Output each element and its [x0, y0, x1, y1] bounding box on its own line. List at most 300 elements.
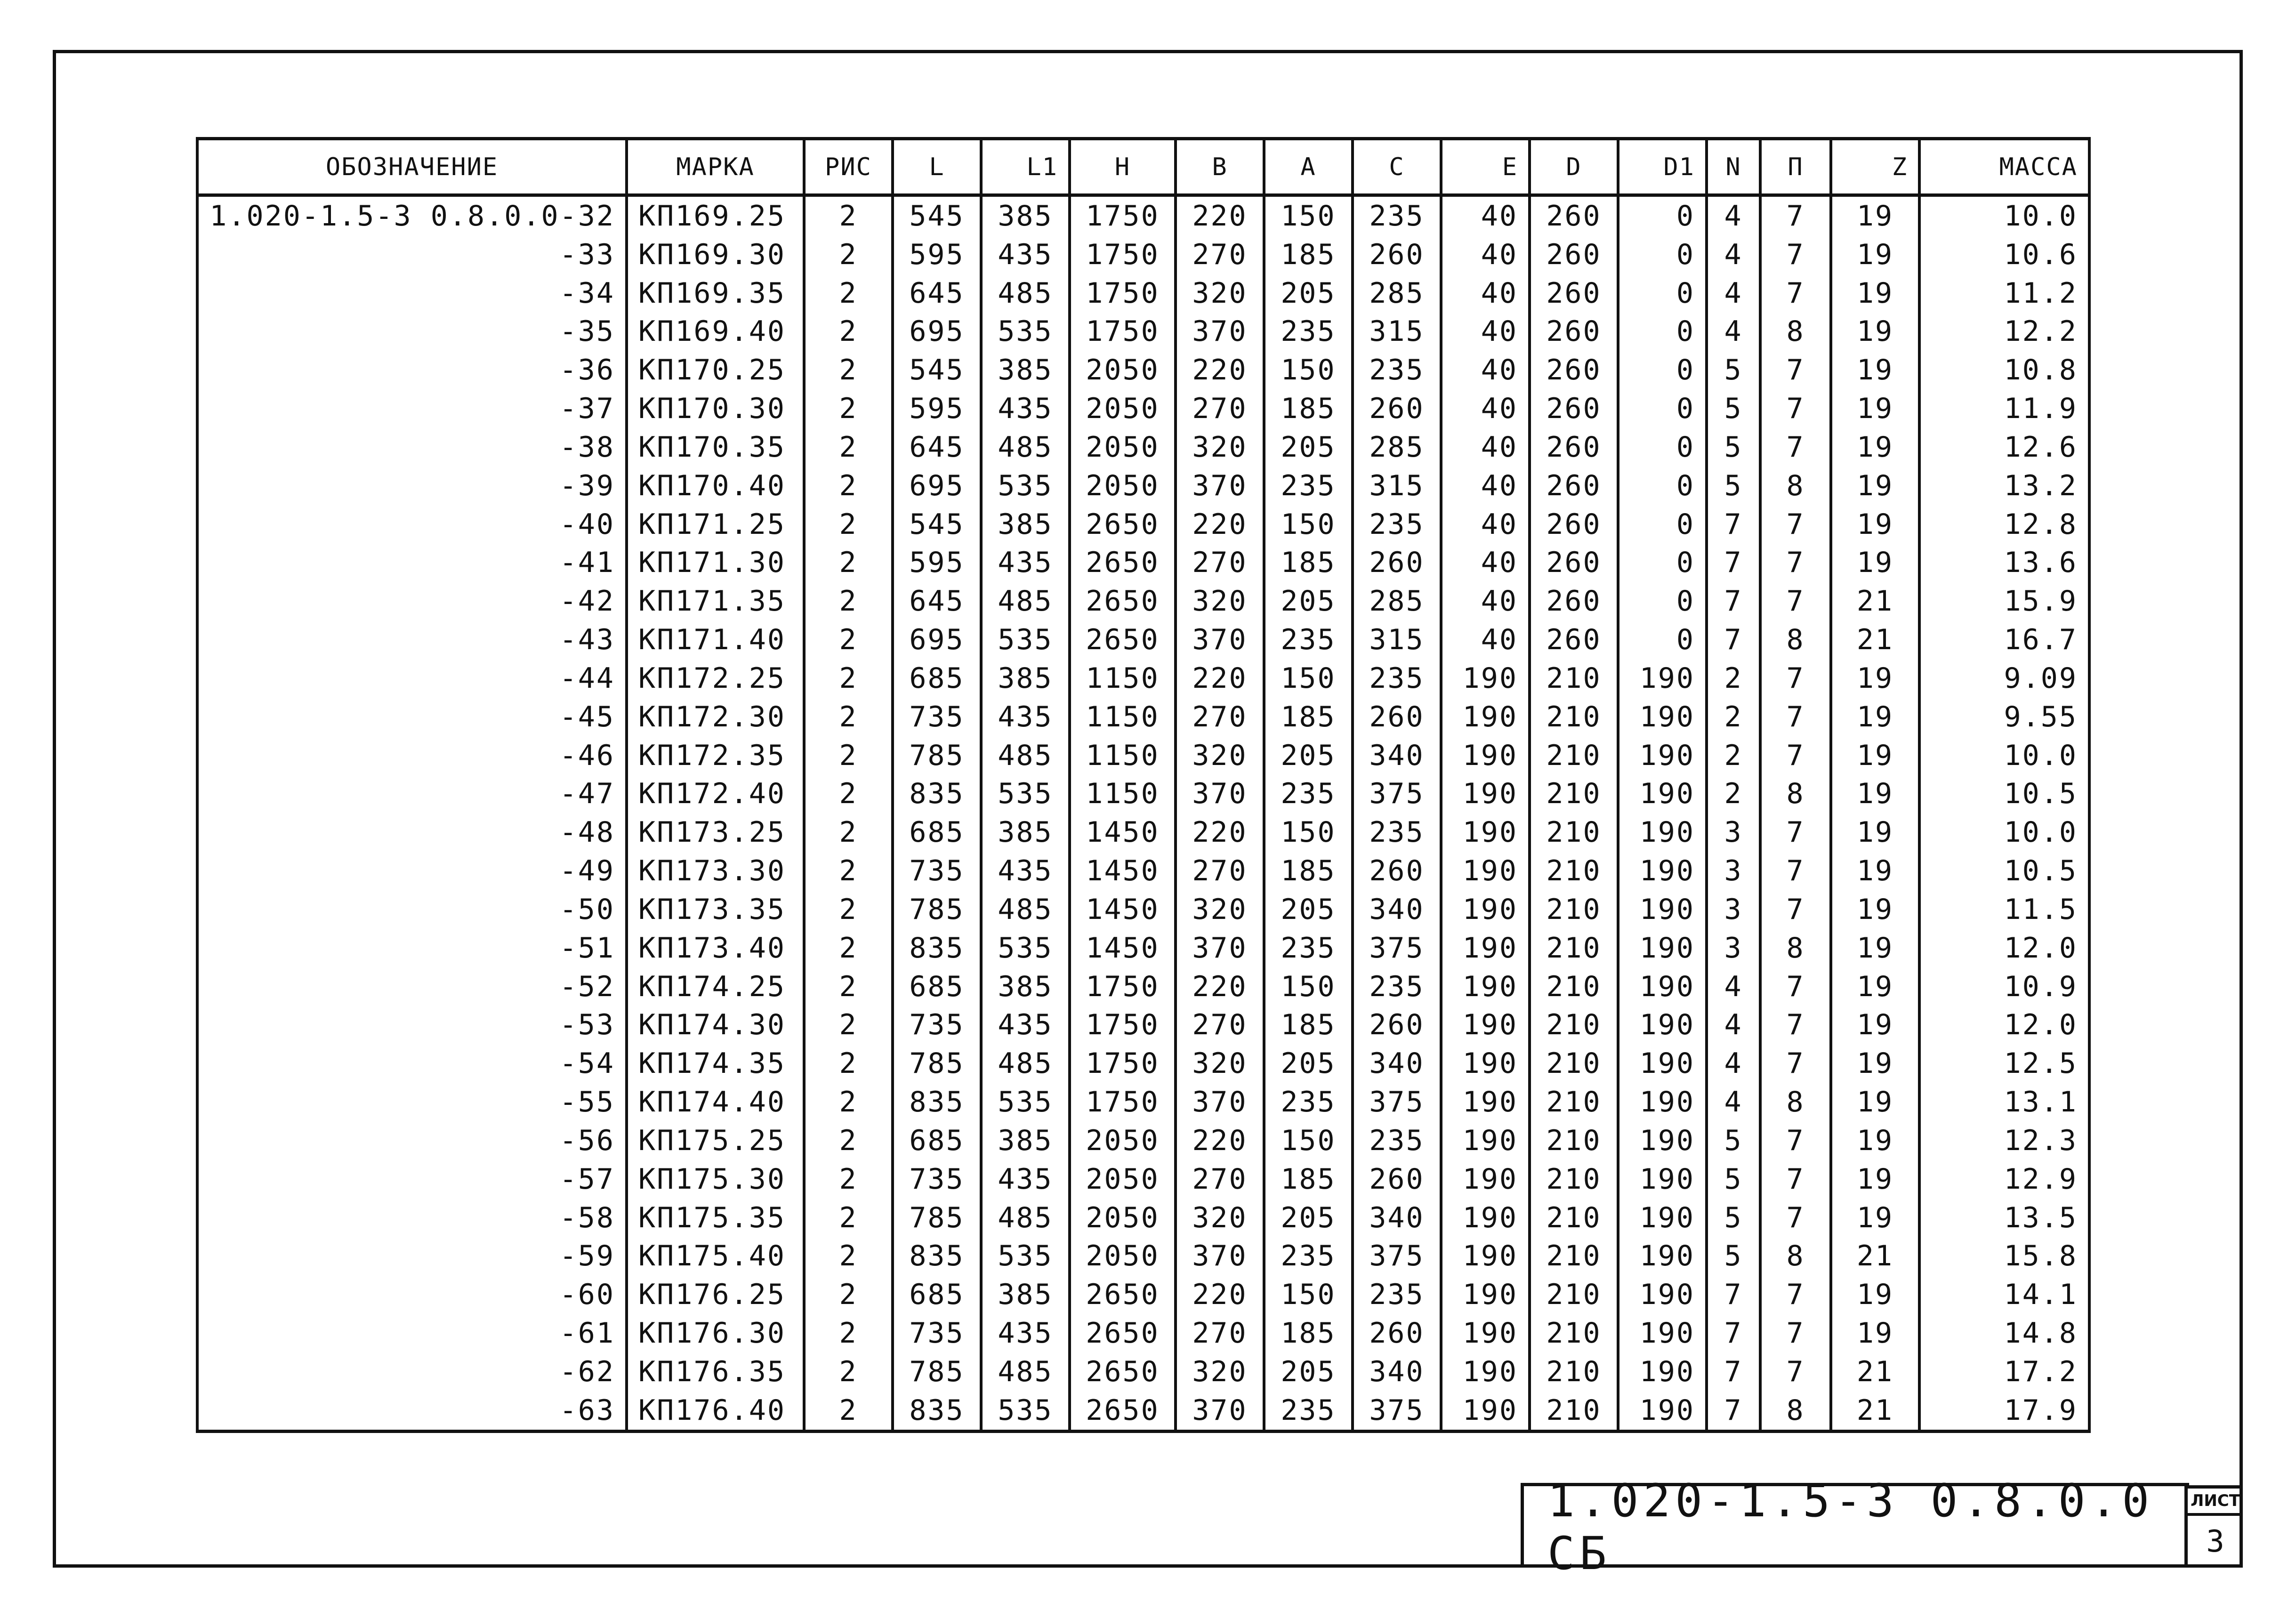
table-cell: 7 — [1760, 195, 1831, 235]
table-cell: 1450 — [1070, 890, 1176, 929]
table-cell: 190 — [1441, 852, 1530, 890]
table-cell: 11.9 — [1919, 389, 2089, 428]
table-cell: 9.09 — [1919, 659, 2089, 698]
table-cell: 19 — [1831, 544, 1919, 582]
table-cell: 435 — [981, 1160, 1070, 1199]
table-cell: 685 — [893, 967, 981, 1006]
table-cell: КП171.35 — [627, 582, 804, 620]
table-cell: 315 — [1353, 620, 1441, 659]
table-cell: 260 — [1530, 505, 1618, 544]
table-cell: 2 — [1707, 775, 1760, 813]
table-cell: -47 — [197, 775, 627, 813]
table-row — [197, 1083, 2089, 1121]
column-header: L — [893, 139, 981, 195]
column-header: D1 — [1618, 139, 1707, 195]
table-cell: 260 — [1530, 620, 1618, 659]
table-cell: 14.8 — [1919, 1314, 2089, 1352]
table-cell: 0 — [1618, 505, 1707, 544]
table-cell: 190 — [1441, 1352, 1530, 1391]
table-cell: 210 — [1530, 852, 1618, 890]
table-cell: 12.2 — [1919, 313, 2089, 351]
table-cell: 320 — [1176, 582, 1264, 620]
table-cell: 645 — [893, 274, 981, 313]
table-cell: 235 — [1264, 467, 1353, 505]
table-cell: -36 — [197, 351, 627, 389]
table-cell: 270 — [1176, 544, 1264, 582]
table-cell: 2 — [1707, 736, 1760, 775]
table-row — [197, 1006, 2089, 1044]
table-cell: 190 — [1441, 1121, 1530, 1160]
table-cell: 835 — [893, 1083, 981, 1121]
table-cell: 315 — [1353, 467, 1441, 505]
table-cell: 220 — [1176, 967, 1264, 1006]
table-cell: 1.020-1.5-3 0.8.0.0-32 — [197, 195, 627, 235]
table-cell: 7 — [1760, 813, 1831, 852]
table-cell: 2050 — [1070, 1199, 1176, 1237]
table-cell: 210 — [1530, 1275, 1618, 1314]
table-cell: 375 — [1353, 1237, 1441, 1275]
table-cell: 2 — [804, 467, 893, 505]
table-cell: 19 — [1831, 235, 1919, 274]
table-cell: КП172.35 — [627, 736, 804, 775]
table-cell: 370 — [1176, 929, 1264, 967]
table-cell: 435 — [981, 1006, 1070, 1044]
table-cell: КП171.40 — [627, 620, 804, 659]
table-cell: 2 — [804, 736, 893, 775]
table-cell: 260 — [1530, 582, 1618, 620]
table-cell: 220 — [1176, 813, 1264, 852]
table-cell: 235 — [1264, 1237, 1353, 1275]
table-row — [197, 582, 2089, 620]
table-cell: 2 — [804, 659, 893, 698]
table-cell: 205 — [1264, 736, 1353, 775]
table-cell: 645 — [893, 582, 981, 620]
table-cell: 19 — [1831, 195, 1919, 235]
table-cell: 205 — [1264, 1044, 1353, 1083]
table-cell: 545 — [893, 505, 981, 544]
table-cell: 260 — [1530, 428, 1618, 467]
table-cell: 2650 — [1070, 544, 1176, 582]
table-cell: 260 — [1530, 313, 1618, 351]
table-cell: 260 — [1530, 467, 1618, 505]
table-cell: 210 — [1530, 1352, 1618, 1391]
table-cell: КП176.30 — [627, 1314, 804, 1352]
column-header: D — [1530, 139, 1618, 195]
table-cell: -52 — [197, 967, 627, 1006]
table-row — [197, 659, 2089, 698]
table-cell: 2 — [804, 852, 893, 890]
table-cell: 19 — [1831, 428, 1919, 467]
table-cell: 4 — [1707, 235, 1760, 274]
table-cell: 340 — [1353, 736, 1441, 775]
table-cell: 21 — [1831, 620, 1919, 659]
table-cell: 5 — [1707, 389, 1760, 428]
table-row — [197, 235, 2089, 274]
table-cell: КП175.25 — [627, 1121, 804, 1160]
table-cell: -51 — [197, 929, 627, 967]
table-cell: 190 — [1618, 1160, 1707, 1199]
table-cell: 1150 — [1070, 775, 1176, 813]
table-cell: 5 — [1707, 351, 1760, 389]
table-cell: 12.0 — [1919, 1006, 2089, 1044]
table-cell: 150 — [1264, 659, 1353, 698]
column-header: МАРКА — [627, 139, 804, 195]
table-cell: 4 — [1707, 1083, 1760, 1121]
table-cell: 15.9 — [1919, 582, 2089, 620]
table-cell: -62 — [197, 1352, 627, 1391]
table-cell: 370 — [1176, 467, 1264, 505]
table-cell: 7 — [1760, 274, 1831, 313]
column-header: МАССА — [1919, 139, 2089, 195]
table-cell: 1750 — [1070, 1006, 1176, 1044]
table-cell: -53 — [197, 1006, 627, 1044]
table-cell: 285 — [1353, 428, 1441, 467]
table-cell: 735 — [893, 852, 981, 890]
table-cell: -39 — [197, 467, 627, 505]
table-cell: 7 — [1760, 1314, 1831, 1352]
table-cell: 210 — [1530, 890, 1618, 929]
table-cell: 385 — [981, 351, 1070, 389]
table-cell: 485 — [981, 1199, 1070, 1237]
table-cell: 17.9 — [1919, 1391, 2089, 1432]
table-cell: 7 — [1707, 1275, 1760, 1314]
table-cell: 190 — [1441, 1006, 1530, 1044]
table-row — [197, 1237, 2089, 1275]
table-cell: 7 — [1760, 351, 1831, 389]
table-cell: -38 — [197, 428, 627, 467]
table-cell: 210 — [1530, 1121, 1618, 1160]
table-cell: КП173.35 — [627, 890, 804, 929]
table-row — [197, 195, 2089, 235]
table-cell: 320 — [1176, 1044, 1264, 1083]
table-cell: 435 — [981, 235, 1070, 274]
table-cell: 340 — [1353, 1352, 1441, 1391]
table-cell: 2050 — [1070, 1237, 1176, 1275]
table-cell: 2 — [804, 1199, 893, 1237]
table-cell: 545 — [893, 351, 981, 389]
table-cell: 21 — [1831, 1391, 1919, 1432]
table-cell: 7 — [1760, 1121, 1831, 1160]
table-cell: 7 — [1707, 544, 1760, 582]
table-cell: 375 — [1353, 1391, 1441, 1432]
table-cell: 13.6 — [1919, 544, 2089, 582]
table-cell: 485 — [981, 1044, 1070, 1083]
table-cell: 7 — [1760, 967, 1831, 1006]
table-cell: КП170.25 — [627, 351, 804, 389]
table-cell: 2650 — [1070, 1352, 1176, 1391]
table-cell: 0 — [1618, 582, 1707, 620]
table-cell: 4 — [1707, 1006, 1760, 1044]
table-cell: -33 — [197, 235, 627, 274]
table-cell: 205 — [1264, 274, 1353, 313]
table-cell: 1750 — [1070, 1044, 1176, 1083]
table-cell: -58 — [197, 1199, 627, 1237]
table-cell: 235 — [1353, 195, 1441, 235]
table-cell: КП174.40 — [627, 1083, 804, 1121]
table-cell: 260 — [1530, 235, 1618, 274]
table-cell: 2050 — [1070, 389, 1176, 428]
table-cell: 0 — [1618, 544, 1707, 582]
table-cell: 2 — [804, 389, 893, 428]
table-cell: 7 — [1760, 389, 1831, 428]
table-cell: -48 — [197, 813, 627, 852]
table-cell: 10.0 — [1919, 813, 2089, 852]
table-cell: КП169.40 — [627, 313, 804, 351]
table-cell: 19 — [1831, 736, 1919, 775]
table-cell: 0 — [1618, 195, 1707, 235]
table-cell: 370 — [1176, 1391, 1264, 1432]
table-cell: 2050 — [1070, 428, 1176, 467]
table-cell: 210 — [1530, 929, 1618, 967]
table-cell: 8 — [1760, 467, 1831, 505]
table-cell: -43 — [197, 620, 627, 659]
table-cell: 11.2 — [1919, 274, 2089, 313]
table-cell: 14.1 — [1919, 1275, 2089, 1314]
table-cell: 2 — [1707, 698, 1760, 736]
table-cell: 535 — [981, 313, 1070, 351]
table-row — [197, 736, 2089, 775]
table-cell: 210 — [1530, 967, 1618, 1006]
table-cell: 190 — [1618, 929, 1707, 967]
table-cell: 595 — [893, 235, 981, 274]
table-cell: 485 — [981, 582, 1070, 620]
table-cell: 190 — [1441, 1391, 1530, 1432]
table-cell: 15.8 — [1919, 1237, 2089, 1275]
table-cell: 40 — [1441, 351, 1530, 389]
table-cell: 2 — [804, 582, 893, 620]
table-cell: 190 — [1441, 1083, 1530, 1121]
table-cell: 40 — [1441, 389, 1530, 428]
table-cell: 7 — [1760, 1006, 1831, 1044]
table-cell: 385 — [981, 195, 1070, 235]
table-row — [197, 313, 2089, 351]
sheet-number-box — [2184, 1485, 2243, 1568]
table-cell: КП173.30 — [627, 852, 804, 890]
table-cell: 2 — [804, 1237, 893, 1275]
table-cell: 190 — [1441, 1199, 1530, 1237]
table-cell: 2 — [804, 1314, 893, 1352]
table-cell: 150 — [1264, 505, 1353, 544]
table-cell: 235 — [1353, 351, 1441, 389]
table-cell: 235 — [1353, 1121, 1441, 1160]
table-cell: 205 — [1264, 428, 1353, 467]
table-cell: КП169.35 — [627, 274, 804, 313]
table-cell: 340 — [1353, 890, 1441, 929]
table-cell: 370 — [1176, 313, 1264, 351]
table-cell: 12.8 — [1919, 505, 2089, 544]
table-cell: -60 — [197, 1275, 627, 1314]
table-cell: 220 — [1176, 1275, 1264, 1314]
table-cell: 235 — [1353, 813, 1441, 852]
table-cell: 12.3 — [1919, 1121, 2089, 1160]
table-cell: 2650 — [1070, 1391, 1176, 1432]
column-header: РИС — [804, 139, 893, 195]
table-cell: -54 — [197, 1044, 627, 1083]
table-cell: 185 — [1264, 698, 1353, 736]
table-row — [197, 1391, 2089, 1432]
table-cell: 2650 — [1070, 582, 1176, 620]
table-cell: 205 — [1264, 1352, 1353, 1391]
table-cell: КП173.40 — [627, 929, 804, 967]
table-cell: 2 — [804, 1083, 893, 1121]
table-cell: 7 — [1760, 544, 1831, 582]
table-cell: 5 — [1707, 1199, 1760, 1237]
table-cell: 4 — [1707, 274, 1760, 313]
table-cell: 19 — [1831, 1083, 1919, 1121]
table-cell: 285 — [1353, 582, 1441, 620]
table-cell: 2 — [804, 1352, 893, 1391]
table-cell: 1750 — [1070, 967, 1176, 1006]
table-cell: 1750 — [1070, 235, 1176, 274]
table-cell: 16.7 — [1919, 620, 2089, 659]
table-cell: 260 — [1353, 1006, 1441, 1044]
table-cell: 210 — [1530, 659, 1618, 698]
table-cell: 7 — [1707, 1352, 1760, 1391]
table-cell: 220 — [1176, 351, 1264, 389]
table-cell: 2 — [804, 698, 893, 736]
column-header: П — [1760, 139, 1831, 195]
table-cell: 2 — [804, 1121, 893, 1160]
table-cell: 185 — [1264, 1006, 1353, 1044]
table-cell: 190 — [1618, 1275, 1707, 1314]
table-cell: 270 — [1176, 1160, 1264, 1199]
table-cell: 190 — [1441, 929, 1530, 967]
table-cell: 0 — [1618, 313, 1707, 351]
table-cell: 375 — [1353, 1083, 1441, 1121]
table-cell: 21 — [1831, 1237, 1919, 1275]
table-cell: 485 — [981, 274, 1070, 313]
table-cell: КП170.30 — [627, 389, 804, 428]
table-cell: 835 — [893, 775, 981, 813]
table-cell: 8 — [1760, 929, 1831, 967]
table-row — [197, 389, 2089, 428]
table-cell: 210 — [1530, 1237, 1618, 1275]
column-header: B — [1176, 139, 1264, 195]
table-cell: 9.55 — [1919, 698, 2089, 736]
table-cell: 10.6 — [1919, 235, 2089, 274]
table-cell: 19 — [1831, 929, 1919, 967]
table-cell: 595 — [893, 389, 981, 428]
table-cell: 320 — [1176, 890, 1264, 929]
table-cell: 7 — [1760, 505, 1831, 544]
table-cell: 260 — [1530, 351, 1618, 389]
table-cell: 7 — [1707, 582, 1760, 620]
table-cell: 40 — [1441, 505, 1530, 544]
table-cell: 190 — [1618, 698, 1707, 736]
table-cell: 3 — [1707, 813, 1760, 852]
table-cell: 235 — [1264, 775, 1353, 813]
table-row — [197, 1121, 2089, 1160]
table-cell: 260 — [1353, 852, 1441, 890]
table-cell: 4 — [1707, 1044, 1760, 1083]
table-cell: 220 — [1176, 195, 1264, 235]
table-cell: 435 — [981, 544, 1070, 582]
table-cell: 40 — [1441, 313, 1530, 351]
table-cell: 7 — [1760, 582, 1831, 620]
table-cell: 3 — [1707, 890, 1760, 929]
table-cell: -41 — [197, 544, 627, 582]
table-cell: 260 — [1353, 1314, 1441, 1352]
table-cell: 235 — [1264, 929, 1353, 967]
table-cell: 315 — [1353, 313, 1441, 351]
table-cell: -44 — [197, 659, 627, 698]
table-cell: 2 — [804, 1044, 893, 1083]
table-cell: 10.8 — [1919, 351, 2089, 389]
table-cell: 7 — [1760, 852, 1831, 890]
table-cell: 190 — [1441, 890, 1530, 929]
table-cell: 7 — [1707, 1314, 1760, 1352]
table-cell: 270 — [1176, 1314, 1264, 1352]
table-cell: 19 — [1831, 1199, 1919, 1237]
table-cell: 150 — [1264, 813, 1353, 852]
table-cell: 260 — [1530, 274, 1618, 313]
table-cell: 2 — [804, 195, 893, 235]
table-cell: 1750 — [1070, 1083, 1176, 1121]
table-cell: 685 — [893, 1121, 981, 1160]
table-cell: 19 — [1831, 313, 1919, 351]
table-cell: КП175.40 — [627, 1237, 804, 1275]
table-cell: -63 — [197, 1391, 627, 1432]
table-body — [197, 195, 2089, 1432]
table-cell: 190 — [1618, 659, 1707, 698]
table-cell: 0 — [1618, 620, 1707, 659]
table-cell: 190 — [1441, 659, 1530, 698]
table-cell: 5 — [1707, 1237, 1760, 1275]
table-cell: 270 — [1176, 235, 1264, 274]
table-cell: 190 — [1441, 698, 1530, 736]
table-cell: 190 — [1618, 1083, 1707, 1121]
table-cell: -55 — [197, 1083, 627, 1121]
table-cell: 4 — [1707, 313, 1760, 351]
table-cell: КП176.35 — [627, 1352, 804, 1391]
table-cell: 19 — [1831, 1121, 1919, 1160]
table-cell: 210 — [1530, 1160, 1618, 1199]
table-cell: 5 — [1707, 428, 1760, 467]
table-cell: -40 — [197, 505, 627, 544]
table-cell: 235 — [1264, 313, 1353, 351]
table-cell: 1150 — [1070, 659, 1176, 698]
table-cell: 2 — [804, 428, 893, 467]
table-cell: 695 — [893, 467, 981, 505]
table-cell: 19 — [1831, 351, 1919, 389]
table-cell: 19 — [1831, 1006, 1919, 1044]
table-cell: 210 — [1530, 698, 1618, 736]
table-cell: -56 — [197, 1121, 627, 1160]
table-cell: 370 — [1176, 1237, 1264, 1275]
table-cell: 370 — [1176, 1083, 1264, 1121]
table-cell: 190 — [1618, 1044, 1707, 1083]
table-cell: 685 — [893, 813, 981, 852]
table-cell: 2 — [804, 967, 893, 1006]
table-cell: 185 — [1264, 1314, 1353, 1352]
table-cell: 12.6 — [1919, 428, 2089, 467]
table-cell: -35 — [197, 313, 627, 351]
table-cell: 40 — [1441, 274, 1530, 313]
table-cell: 10.0 — [1919, 195, 2089, 235]
table-cell: 19 — [1831, 1314, 1919, 1352]
table-cell: 19 — [1831, 852, 1919, 890]
table-cell: 8 — [1760, 775, 1831, 813]
table-cell: 785 — [893, 736, 981, 775]
table-cell: 220 — [1176, 659, 1264, 698]
table-cell: 385 — [981, 967, 1070, 1006]
table-cell: 2050 — [1070, 1160, 1176, 1199]
table-cell: 535 — [981, 1083, 1070, 1121]
table-cell: 185 — [1264, 852, 1353, 890]
table-row — [197, 428, 2089, 467]
table-cell: 835 — [893, 1391, 981, 1432]
table-cell: 210 — [1530, 1314, 1618, 1352]
